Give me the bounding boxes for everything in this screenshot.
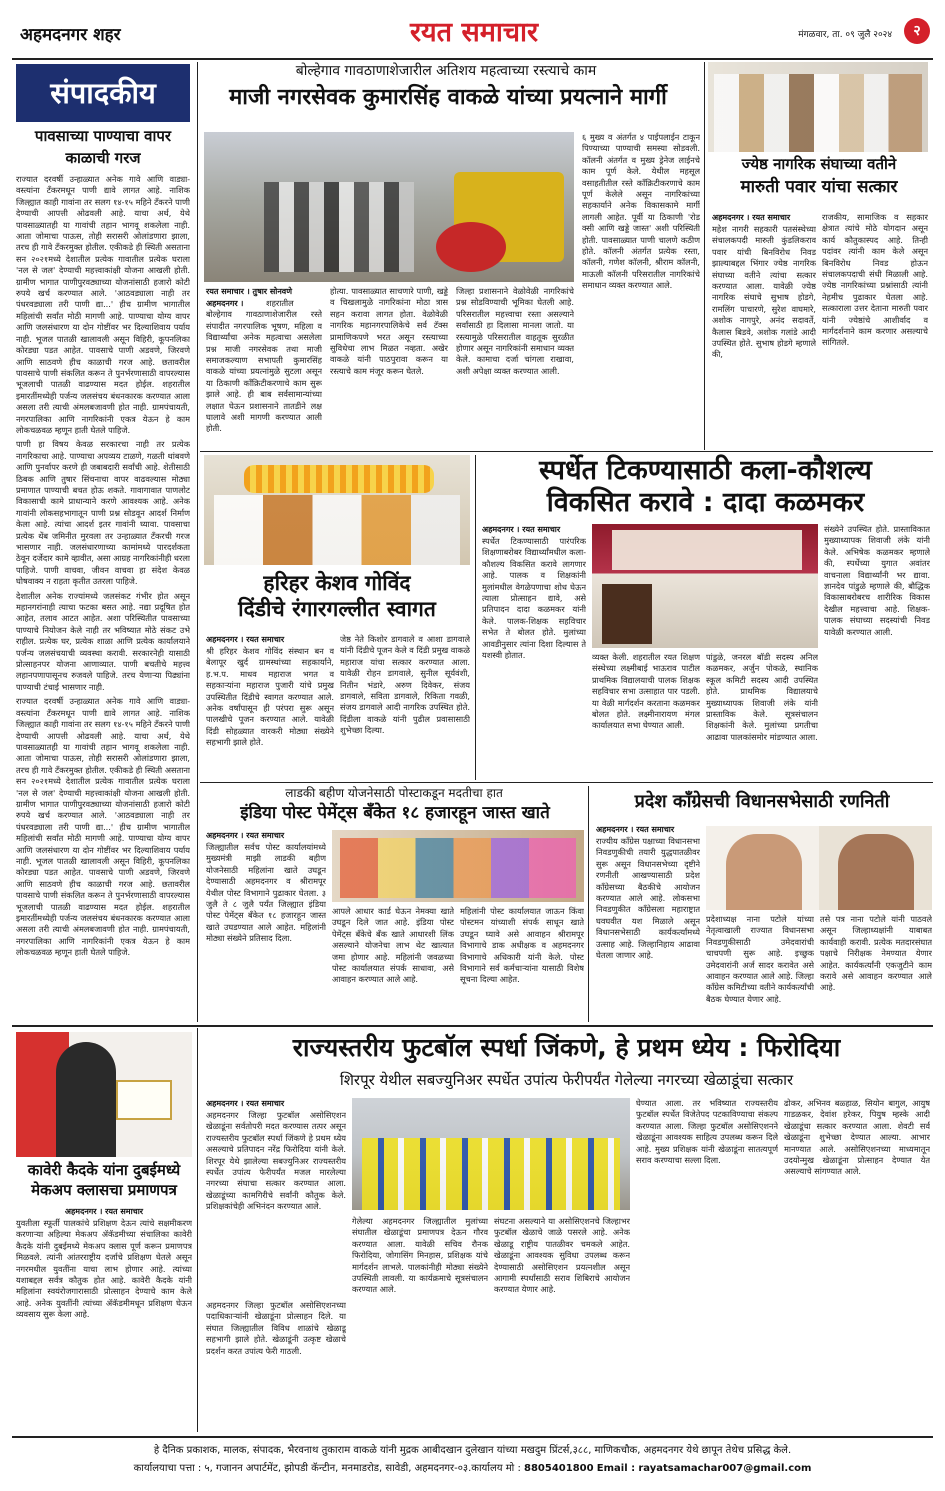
story5-divider xyxy=(588,786,589,1022)
story7-text-col6: ढोकर, अभिनव बळ्हाळ, सियोन बागुल, आयुष गाडळकर, देवांश हरेकर, पियुष म्हस्के आदी खेळाडूंचा सत्कार करण्यात आला. शेवटी सर्व खेळाडूंना शुभेच्छा देण्यात आल्या. आभार मानण्यात आले. असोसिएशनच्या माध्यमातून उदयोन्मुख खेळाडूंना प्रोत्साहन देण्यात येत असल्याचे सांगण्यात आले. xyxy=(784,1098,930,1177)
story7-headline: राज्यस्तरीय फुटबॉल स्पर्धा जिंकणे, हे प्रथम ध्येय : फिरोदिया xyxy=(292,1033,841,1062)
story6-photo xyxy=(706,826,932,910)
person-portrait-icon xyxy=(56,1042,116,1157)
story3-text-col2: जेष्ठ नेते किशोर डागवाले व आशा डागवाले यांनी दिंडीचे पूजन केले व दिंडी प्रमुख वाकळे महाराज यांचा सत्कार करण्यात आला. यावेळी रोहन डागवाले, सुनील सूर्यवंशी, नितीन भंडारे, अरुण दिवेकर, संजय डागवाले, सविता डागवाले, रिकिता गवळी, संजय डागवाले आदी नागरिक उपस्थित होते. दिंडीला वाकळे यांनी पुढील प्रवासासाठी शुभेच्छा दिल्या. xyxy=(340,634,470,736)
story8-photo xyxy=(16,1032,192,1157)
editorial-text xyxy=(16,174,190,1020)
row1-rule xyxy=(200,451,933,452)
story8-headline-2: मेकअप क्लासचा प्रमाणपत्र xyxy=(31,1181,177,1199)
section-label: अहमदनगर शहर xyxy=(20,25,121,45)
story3-divider xyxy=(475,455,476,780)
roller-drum-icon xyxy=(436,222,506,272)
leader-portrait-1-icon xyxy=(726,834,802,910)
story1-text-col3: जिल्हा प्रशासनाने वेळोवेळी नागरिकांचे प्रश्न सोडविण्याची भूमिका घेतली आहे. परिसरातील महत्त्वाचा रस्ता असल्याने सर्वांसाठी हा दिलासा मानला जातो. या रस्त्यामुळे परिसरातील वाहतूक सुरळीत होणार असून नागरिकांनी समाधान व्यक्त केले. कामाचा दर्जा चांगला राखावा, अशी अपेक्षा व्यक्त करण्यात आली. xyxy=(456,286,574,376)
issue-date: मंगळवार, ता. ०९ जुलै २०२४ xyxy=(798,30,892,40)
story5-byline: अहमदनगर । रयत समाचार xyxy=(206,831,285,840)
editorial-divider xyxy=(197,62,198,1022)
story8-divider xyxy=(197,1028,198,1432)
story4-headline-1: स्पर्धेत टिकण्यासाठी कला-कौशल्य xyxy=(539,455,872,486)
story8-headline-1: कावेरी कैदके यांना दुबईमध्ये xyxy=(27,1161,181,1179)
row3-rule xyxy=(12,1025,933,1027)
editorial-label: संपादकीय xyxy=(16,64,190,122)
story4-text-col4: संख्येने उपस्थित होते. प्रास्ताविकात मुख्याध्यापक शिवाजी लंके यांनी केले. अभिषेक कळमकर म्हणाले की, स्पर्धेच्या युगात अवांतर वाचनाला विद्यार्थ्यांनी भर द्यावा. ज्ञानदेव पांडुळे म्हणाले की, बौद्धिक विकासाबरोबरच शारीरिक विकास देखील महत्त्वाचा आहे. शिक्षक-पालक संघाच्या सदस्यांची निवड यावेळी करण्यात आली. xyxy=(824,524,930,637)
story2-byline: अहमदनगर । रयत समाचार xyxy=(712,213,791,222)
story1-divider xyxy=(704,62,705,450)
story1-kicker: बोल्हेगाव गावठाणाशेजारील अतिशय महत्वाच्या रस्त्याचे काम xyxy=(295,63,597,79)
people-row-icon xyxy=(714,74,922,152)
footer-email-label: Email : xyxy=(596,1463,636,1474)
story2-headline-1: ज्येष्ठ नागरिक संघाच्या वतीने xyxy=(741,155,897,173)
story5-text-col1: जिल्ह्यातील सर्वच पोस्ट कार्यालयांमध्ये मुख्यमंत्री माझी लाडकी बहीण योजनेसाठी महिलांना खाते उघडून देण्यासाठी अहमदनगर व श्रीरामपूर येथील पोस्ट विभागाने पुढाकार घेतला. ३ जुलै ते ८ जुलै पर्यंत जिल्ह्यात इंडिया पोस्ट पेमेंट्स बँकेत १८ हजारहून जास्त खाते उघडण्यात आले आहेत. महिलांनी मोठ्या संख्येने प्रतिसाद दिला. xyxy=(206,842,326,944)
editorial-column xyxy=(12,62,194,1022)
story6-text-col2: प्रदेशाध्यक्ष नाना पटोले यांच्या नेतृत्वाखाली राज्यात विधानसभा निवडणुकीसाठी उमेदवारांची चाचपणी सुरू आहे. इच्छुक उमेदवारांनी अर्ज सादर करावेत असे आवाहन करण्यात आले आहे. जिल्हा काँग्रेस कमिटीच्या वतीने कार्यकर्त्यांची बैठक घेण्यात येणार आहे. xyxy=(706,914,814,1004)
story1-text-col1: शहरातील बोल्हेगाव गावठाणाशेजारील रस्ते संपादीत नगरपालिक भूषण, महिला व विद्यार्थ्यांचा अनेक महत्वाचा असलेला प्रश्न माजी नगरसेवक तथा माजी समाजकल्याण सभापती कुमारसिंह वाकळे यांच्या प्रयत्नांमुळे सुटला असून या ठिकाणी काँक्रिटीकरणाचे काम सुरू झाले आहे. ही बाब सर्वसामान्यांच्या लक्षात घेऊन प्रशासनाने तातडीने लक्ष घालावे अशी मागणी करण्यात आली होती. xyxy=(206,298,322,434)
story1-byline: अहमदनगर । xyxy=(206,299,244,308)
story4-headline-2: विकसित करावे : दादा कळमकर xyxy=(546,487,865,518)
certificate-icon xyxy=(116,1080,172,1120)
story3-text-col1: श्री हरिहर केशव गोविंद संस्थान बन व बेलापूर खुर्द ग्रामस्थांच्या सहकार्याने, ह.भ.प. माधव महाराज भगत व सहकाऱ्यांना महाराज पुजारी यांचे प्रमुख उपस्थितीत दिंडीचे स्वागत करण्यात आले. अनेक वर्षांपासून ही परंपरा सुरू असून पालखीचे पूजन करण्यात आले. यावेळी दिंडी सोहळ्यात वारकरी मोठ्या संख्येने सहभागी झाले होते. xyxy=(206,646,334,748)
footer-email[interactable]: rayatsamachar007@gmail.com xyxy=(638,1463,812,1474)
story7-text-col4: संघटना असल्याने या असोसिएशनचे जिल्हाभर फुटबॉल खेळाचे जाळे पसरले आहे. अनेक खेळाडू राष्ट्रीय पातळीवर चमकले आहेत. खेळाडूंना आवश्यक सुविधा उपलब्ध करून देण्यासाठी असोसिएशन प्रयत्नशील असून आगामी स्पर्धांसाठी सराव शिबिराचे आयोजन करण्यात येणार आहे. xyxy=(494,1216,630,1295)
editorial-title: पावसाच्या पाण्याचा वापर xyxy=(34,127,172,145)
story1-text-col4: ६ मुख्य व अंतर्गत ४ पाईपलाईन टाकून पिण्याच्या पाण्याची समस्या सोडवली. कॉलनी अंतर्गत व मुख्य ड्रेनेज लाईनचे काम पूर्ण केले. येथील महसूल वसाहतीतील रस्ते काँक्रिटीकरणाचे काम पूर्ण केलेले असून नागरिकांच्या सहकार्याने अनेक विकासकामे मार्गी लागली आहेत. पूर्वी या ठिकाणी 'रोड क्सी आणि खड्डे जास्त' अशी परिस्थिती होती. पावसाळ्यात पाणी चालणे कठीण होते. कॉलनी अंतर्गत प्रत्येक रस्ता, कॉलनी, गणेश कॉलनी, श्रीराम कॉलनी, माऊली कॉलनी परिसरातील नागरिकांचे समाधान व्यक्त करण्यात आले. xyxy=(582,132,700,291)
story1-photo-caption: रयत समाचार । तुषार सोनवणे xyxy=(206,287,293,296)
story4-text-col1: स्पर्धेत टिकण्यासाठी पारंपरिक शिक्षणाबरोबर विद्यार्थ्यांमधील कला-कौशल्य विकसित करावे लागणार आहे. पालक व शिक्षकांनी मुलांमधील वेगळेपणाचा शोध घेऊन त्याला प्रोत्साहन द्यावे, असे प्रतिपादन दादा कळमकर यांनी केले. पालक-शिक्षक सहविचार सभेत ते बोलत होते. मुलांच्या आवडीनुसार त्यांना दिशा दिल्यास ते यशस्वी होतात. xyxy=(482,536,586,661)
row2-rule xyxy=(200,782,933,783)
players-row-icon xyxy=(362,1138,620,1210)
story7-byline: अहमदनगर । रयत समाचार xyxy=(206,1099,285,1108)
story1-text-col2: होत्या. पावसाळ्यात साचणारे पाणी, खड्डे व चिखलामुळे नागरिकांना मोठा त्रास सहन करावा लागत होता. वेळोवेळी नागरिक महानगरपालिकेचे सर्व टॅक्स प्रामाणिकपणे भरत असून रस्त्याच्या सुविधेचा लाभ मिळत नव्हता. अखेर वाकळे यांनी पाठपुरावा करून या रस्त्याचे काम मंजूर करून घेतले. xyxy=(330,286,448,376)
story6-headline: प्रदेश काँग्रेसची विधानसभेसाठी रणनिती xyxy=(634,791,890,812)
editorial-paragraph-3: देशातील अनेक राज्यांमध्ये जलसंकट गंभीर होत असून महानगरांनाही त्याचा फटका बसत आहे. नद्या प्रदूषित होत आहेत, तलाव आटत आहेत. अशा परिस्थितीत पावसाच्या पाण्याचे नियोजन केले नाही तर भविष्यात मोठे संकट उभे राहील. प्रत्येक घर, प्रत्येक शाळा आणि प्रत्येक कार्यालयाने पर्जन्य जलसंचयाची व्यवस्था करावी. सरकारनेही यासाठी प्रोत्साहनपर योजना आणाव्यात. पाणी बचतीचे महत्त्व लहानपणापासूनच रुजवले पाहिजे. तरच येणाऱ्या पिढ्यांना पाण्याची टंचाई भासणार नाही. xyxy=(16,590,190,692)
footer-address-text: कार्यालयाचा पत्ता : ५, गजानन अपार्टमेंट, झोपडी कॅन्टीन, मनमाडरोड, सावेडी, अहमदनगर-०३.कार्यालय मो : xyxy=(133,1463,521,1474)
story5-text-col3: महिलांनी पोस्ट कार्यालयात जाऊन किंवा पोस्टमन यांच्याशी संपर्क साधून खाते उघडून घ्यावे असे आवाहन श्रीरामपूर विभागाचे डाक अधीक्षक व अहमदनगर विभागाचे अधिकारी यांनी केले. पोस्ट विभागाने सर्व कर्मचाऱ्यांना यासाठी विशेष सूचना दिल्या आहेत. xyxy=(460,906,584,985)
story2-headline-2: मारुती पवार यांचा सत्कार xyxy=(740,177,898,197)
story2-text-col1: महेश नागरी सहकारी पतसंस्थेच्या संचालकपदी मारुती कुंडलिकराव पवार यांची बिनविरोध निवड झाल्याबद्दल भिंगार ज्येष्ठ नागरिक संघाच्या वतीने त्यांचा सत्कार करण्यात आला. यावेळी ज्येष्ठ नागरिक संघाचे सुभाष होडगे, रामलिंग पाचारणे, सुरेश वाघमारे, अशोक नागपुरे, अनंद सदावर्ते, कैलास बिडवे, अशोक गलांडे आदी उपस्थित होते. सुभाष होडगे म्हणाले की, xyxy=(712,224,816,360)
story7-photo xyxy=(352,1098,630,1210)
footer-imprint: हे दैनिक प्रकाशक, मालक, संपादक, भैरवनाथ तुकाराम वाकळे यांनी मुद्रक आबीदखान दुलेखान यांच्या मखदुम प्रिंटर्स,३८८, माणिकचौक, अहमदनगर येथे छापून तेथेच प्रसिद्ध केले. xyxy=(153,1445,792,1456)
story7-subhead: शिरपूर येथील सबज्युनिअर स्पर्धेत उपांत्य फेरीपर्यंत गेलेल्या नगरच्या खेळाडूंचा सत्कार xyxy=(339,1071,794,1089)
story3-byline: अहमदनगर । रयत समाचार xyxy=(206,635,285,644)
story7-text-col5: घेण्यात आला. तर भविष्यात राज्यस्तरीय फुटबॉल स्पर्धेत विजेतेपद पटकाविण्याचा संकल्प करण्यात आला. जिल्हा फुटबॉल असोसिएशनने खेळाडूंना आवश्यक साहित्य उपलब्ध करून दिले आहे. मुख्य प्रशिक्षक यांनी खेळाडूंना सातत्यपूर्ण सराव करण्याचा सल्ला दिला. xyxy=(636,1098,778,1166)
leader-portrait-2-icon xyxy=(838,834,914,910)
story2-text-col2: राजकीय, सामाजिक व सहकार क्षेत्रात त्यांचे मोठे योगदान असून कार्य कौतुकास्पद आहे. तिन्ही पदांवर त्यांनी काम केले असून बिनविरोध निवड होऊन संचालकपदाची संधी मिळाली आहे. ज्येष्ठ नागरिकांच्या प्रश्नांसाठी त्यांनी नेहमीच पुढाकार घेतला आहे. सत्काराला उत्तर देताना मारुती पवार यांनी ज्येष्ठांचे आशीर्वाद व मार्गदर्शनाने काम करणार असल्याचे सांगितले. xyxy=(822,212,928,348)
podium-icon xyxy=(602,584,652,644)
story7-text-col2: अहमदनगर जिल्हा फुटबॉल असोसिएशनच्या पदाधिकाऱ्यांनी खेळाडूंना प्रोत्साहन दिले. या संघात जिल्ह्यातील विविध शाळांचे खेळाडू सहभागी झाले होते. खेळाडूंनी उत्कृष्ट खेळाचे प्रदर्शन करत उपांत्य फेरी गाठली. xyxy=(206,1300,346,1356)
story6-byline: अहमदनगर । रयत समाचार xyxy=(596,825,675,834)
story7-text-col3: गेलेल्या अहमदनगर जिल्ह्यातील मुलांच्या संघातील खेळाडूंचा प्रमाणपत्र देऊन गौरव करण्यात आला. यावेळी सचिव रौनक फिरोदिया, जोगासिंग मिनहास, प्रशिक्षक यांचे मार्गदर्शन लाभले. पालकांनीही मोठ्या संख्येने उपस्थिती लावली. या कार्यक्रमाचे सूत्रसंचालन करण्यात आले. xyxy=(352,1216,488,1295)
story3-headline-2: दिंडीचे रंगारगल्लीत स्वागत xyxy=(238,597,436,621)
story8-text: युवतीला स्फूर्ती पालकांचे प्रशिक्षण देऊन त्यांचे सक्षमीकरण करणाऱ्या अहिल्या मेकअप ॲकॅडमीच्या संचालिका कावेरी कैदके यांनी दुबईमध्ये मेकअप क्लास पूर्ण करून प्रमाणपत्र मिळवले. त्यांनी आंतरराष्ट्रीय दर्जाचे प्रशिक्षण घेतले असून नगरमधील युवतींना याचा लाभ होणार आहे. त्यांच्या यशाबद्दल सर्वत्र कौतुक होत आहे. कावेरी कैदके यांनी महिलांना स्वयंरोजगारासाठी प्रोत्साहन देण्याचे काम केले आहे. अनेक युवतींनी त्यांच्या ॲकॅडमीमधून प्रशिक्षण घेऊन व्यवसाय सुरू केला आहे. xyxy=(16,1218,192,1320)
story4-photo xyxy=(592,524,818,648)
banner-icon xyxy=(612,530,802,570)
story6-text-col1: राज्यीय काँग्रेस पक्षाच्या विधानसभा निवडणुकीची तयारी युद्धपातळीवर सुरू असून विधानसभेच्या दृष्टीने रणनीती आखण्यासाठी प्रदेश काँग्रेसच्या बैठकीचे आयोजन करण्यात आले आहे. लोकसभा निवडणुकीत काँग्रेसला महाराष्ट्रात घवघवीत यश मिळाले असून विधानसभेसाठी कार्यकर्त्यांमध्ये उत्साह आहे. जिल्हानिहाय आढावा घेतला जाणार आहे. xyxy=(596,836,700,961)
story8-byline: अहमदनगर । रयत समाचार xyxy=(64,1207,144,1216)
editorial-paragraph-1: राज्यात दरवर्षी उन्हाळ्यात अनेक गावे आणि वाड्या-वस्त्यांना टँकरमधून पाणी द्यावे लागत आहे. नाशिक जिल्ह्यात काही गावांना तर सलग १४-१५ महिने टँकरने पाणी देण्याची आपत्ती ओढवली आहे. याचा अर्थ, येथे पावसाळ्यातही या गावांची तहान भागवू शकलेला नाही. आता जोमाचा पाऊस, तोही सरासरी ओलांडणारा झाला, तरच ही गावे टँकरमुक्त होतील. एकीकडे ही स्थिती असताना सन २०२१मध्ये देशातील प्रत्येक गावातील प्रत्येक घराला 'नल से जल' देण्याची महत्त्वाकांक्षी योजना आखली होती. ग्रामीण भागात पाणीपुरवठ्याच्या योजनांसाठी हजारो कोटी रुपये खर्च करण्यात आले. 'आठवड्याला नाही तर पंधरवड्याला तरी पाणी द्या...' हीच ग्रामीण भागातील महिलांची सर्वांत मोठी मागणी आहे. पाण्याचा योग्य वापर आणि जलसंधारण या दोन गोष्टींवर भर दिल्याशिवाय पर्याय नाही. भूजल पातळी खालावली असून विहिरी, कूपनलिका कोरड्या पडत आहेत. पावसाचे पाणी अडवणे, जिरवणे आणि साठवणे हीच काळाची गरज आहे. छतावरील पावसाचे पाणी संकलित करून ते पुनर्भरणासाठी वापरल्यास भूजलाची पातळी वाढण्यास मदत होईल. शहरातील इमारतींमध्येही पर्जन्य जलसंचय बंधनकारक करण्यात आला असला तरी त्याची अंमलबजावणी होत नाही. ग्रामपंचायती, नगरपालिका आणि नागरिकांनी एकत्र येऊन हे काम लोकचळवळ म्हणून हाती घेतले पाहिजे. xyxy=(16,174,190,435)
story5-text-col2: आपले आधार कार्ड घेऊन नेमक्या खाते उघडून दिले जात आहे. इंडिया पोस्ट पेमेंट्स बँकेचे बँक खाते आधारशी लिंक असल्याने योजनेचा लाभ थेट खात्यात जमा होणार आहे. महिलांनी जवळच्या पोस्ट कार्यालयात संपर्क साधावा, असे आवाहन करण्यात आले आहे. xyxy=(332,906,454,985)
story4-text-col3: पांडुळे, जनरल बॉडी सदस्य अनिल कळमकर, अर्जुन पोकळे, स्थानिक स्कूल कमिटी सदस्य आदी उपस्थित होते. प्राथमिक विद्यालयाचे मुख्याध्यापक शिवाजी लंके यांनी प्रास्ताविक केले. सूत्रसंचालन शिक्षकांनी केले. मुलांच्या प्रगतीचा आढावा पालकांसमोर मांडण्यात आला. xyxy=(706,652,818,742)
story1-photo xyxy=(204,132,574,282)
story5-headline: इंडिया पोस्ट पेमेंट्स बँकेत १८ हजारहून जास्त खाते xyxy=(240,803,550,823)
footer-phone: 8805401800 xyxy=(524,1463,594,1474)
masthead-rule xyxy=(12,58,933,60)
editorial-subtitle: काळाची गरज xyxy=(65,149,141,167)
story7-text-col1: अहमदनगर जिल्हा फुटबॉल असोसिएशन खेळाडूंना सर्वतोपरी मदत करण्यास तत्पर असून राज्यस्तरीय फुटबॉल स्पर्धा जिंकणे हे प्रथम ध्येय असल्याचे प्रतिपादन नरेंद्र फिरोदिया यांनी केले. शिरपूर येथे झालेल्या सबज्युनिअर राज्यस्तरीय स्पर्धेत उपांत्य फेरीपर्यंत मजल मारलेल्या नगरच्या संघाचा सत्कार करण्यात आला. खेळाडूंच्या कामगिरीचे सर्वांनी कौतुक केले. प्रशिक्षकांचेही अभिनंदन करण्यात आले. xyxy=(206,1110,346,1212)
story2-photo xyxy=(708,62,928,152)
page-number: २ xyxy=(904,18,930,44)
story4-text-col2: व्यक्त केली. शहरातील रयत शिक्षण संस्थेच्या लक्ष्मीबाई भाऊराव पाटील प्राथमिक विद्यालयाची पालक शिक्षक सहविचार सभा उत्साहात पार पडली. या वेळी मार्गदर्शन करताना कळमकर बोलत होते. लक्ष्मीनारायण मंगल कार्यालयात सभा घेण्यात आली. xyxy=(592,652,700,731)
editorial-paragraph-1-cont: राज्यात दरवर्षी उन्हाळ्यात अनेक गावे आणि वाड्या-वस्त्यांना टँकरमधून पाणी द्यावे लागत आहे. नाशिक जिल्ह्यात काही गावांना तर सलग १४-१५ महिने टँकरने पाणी देण्याची आपत्ती ओढवली आहे. याचा अर्थ, येथे पावसाळ्यातही या गावांची तहान भागवू शकलेला नाही. आता जोमाचा पाऊस, तोही सरासरी ओलांडणारा झाला, तरच ही गावे टँकरमुक्त होतील. एकीकडे ही स्थिती असताना सन २०२१मध्ये देशातील प्रत्येक गावातील प्रत्येक घराला 'नल से जल' देण्याची महत्त्वाकांक्षी योजना आखली होती. ग्रामीण भागात पाणीपुरवठ्याच्या योजनांसाठी हजारो कोटी रुपये खर्च करण्यात आले. 'आठवड्याला नाही तर पंधरवड्याला तरी पाणी द्या...' हीच ग्रामीण भागातील महिलांची सर्वांत मोठी मागणी आहे. पाण्याचा योग्य वापर आणि जलसंधारण या दोन गोष्टींवर भर दिल्याशिवाय पर्याय नाही. भूजल पातळी खालावली असून विहिरी, कूपनलिका कोरड्या पडत आहेत. पावसाचे पाणी अडवणे, जिरवणे आणि साठवणे हीच काळाची गरज आहे. छतावरील पावसाचे पाणी संकलित करून ते पुनर्भरणासाठी वापरल्यास भूजलाची पातळी वाढण्यास मदत होईल. शहरातील इमारतींमध्येही पर्जन्य जलसंचय बंधनकारक करण्यात आला असला तरी त्याची अंमलबजावणी होत नाही. ग्रामपंचायती, नगरपालिका आणि नागरिकांनी एकत्र येऊन हे काम लोकचळवळ म्हणून हाती घेतले पाहिजे. xyxy=(16,696,190,958)
women-group-icon xyxy=(340,838,576,898)
footer-address xyxy=(12,1460,933,1474)
story4-byline: अहमदनगर । रयत समाचार xyxy=(482,525,561,534)
story5-kicker: लाडकी बहीण योजनेसाठी पोस्टाकडून मदतीचा हात xyxy=(285,786,503,800)
masthead xyxy=(12,12,933,56)
story5-photo xyxy=(332,830,584,902)
story6-text-col3: तसे पत्र नाना पटोले यांनी पाठवले असून जिल्हाध्यक्षांनी याबाबत कार्यवाही करावी. प्रत्येक मतदारसंघात पक्षाचे निरीक्षक नेमण्यात येणार आहेत. कार्यकर्त्यांनी एकजुटीने काम करावे असे आवाहन करण्यात आले आहे. xyxy=(820,914,932,993)
people-icon xyxy=(214,495,460,565)
story3-photo xyxy=(204,455,470,565)
footer-rule xyxy=(12,1436,933,1438)
people-group-icon xyxy=(264,182,414,272)
story3-headline-1: हरिहर केशव गोविंद xyxy=(263,571,411,595)
story1-headline: माजी नगरसेवक कुमारसिंह वाकळे यांच्या प्रयत्नाने मार्गी xyxy=(229,85,667,110)
editorial-paragraph-2: पाणी हा विषय केवळ सरकारचा नाही तर प्रत्येक नागरिकाचा आहे. पाण्याचा अपव्यय टाळणे, गळती थांबवणे आणि पुनर्वापर करणे ही जबाबदारी सर्वांची आहे. शेतीसाठी ठिबक आणि तुषार सिंचनाचा वापर वाढवल्यास मोठ्या प्रमाणात पाण्याची बचत होऊ शकते. गावागावात पाणलोट विकासाची कामे प्राधान्याने करणे आवश्यक आहे. अनेक गावांनी लोकसहभागातून पाणी प्रश्न सोडवून आदर्श निर्माण केला आहे. त्यांचा आदर्श इतर गावांनी घ्यावा. पावसाचा प्रत्येक थेंब जमिनीत मुरवला तर उन्हाळ्यात टँकरची गरज भासणार नाही. जलसंधारणाच्या कामांमध्ये पारदर्शकता ठेवून दर्जेदार कामे व्हावीत, असा आग्रह नागरिकांनीही धरला पाहिजे. पाणी वाचवा, जीवन वाचवा हा संदेश केवळ घोषवाक्य न राहता कृतीत उतरला पाहिजे. xyxy=(16,439,190,587)
paper-name: रयत समाचार xyxy=(409,17,539,48)
garland-icon xyxy=(244,465,434,493)
